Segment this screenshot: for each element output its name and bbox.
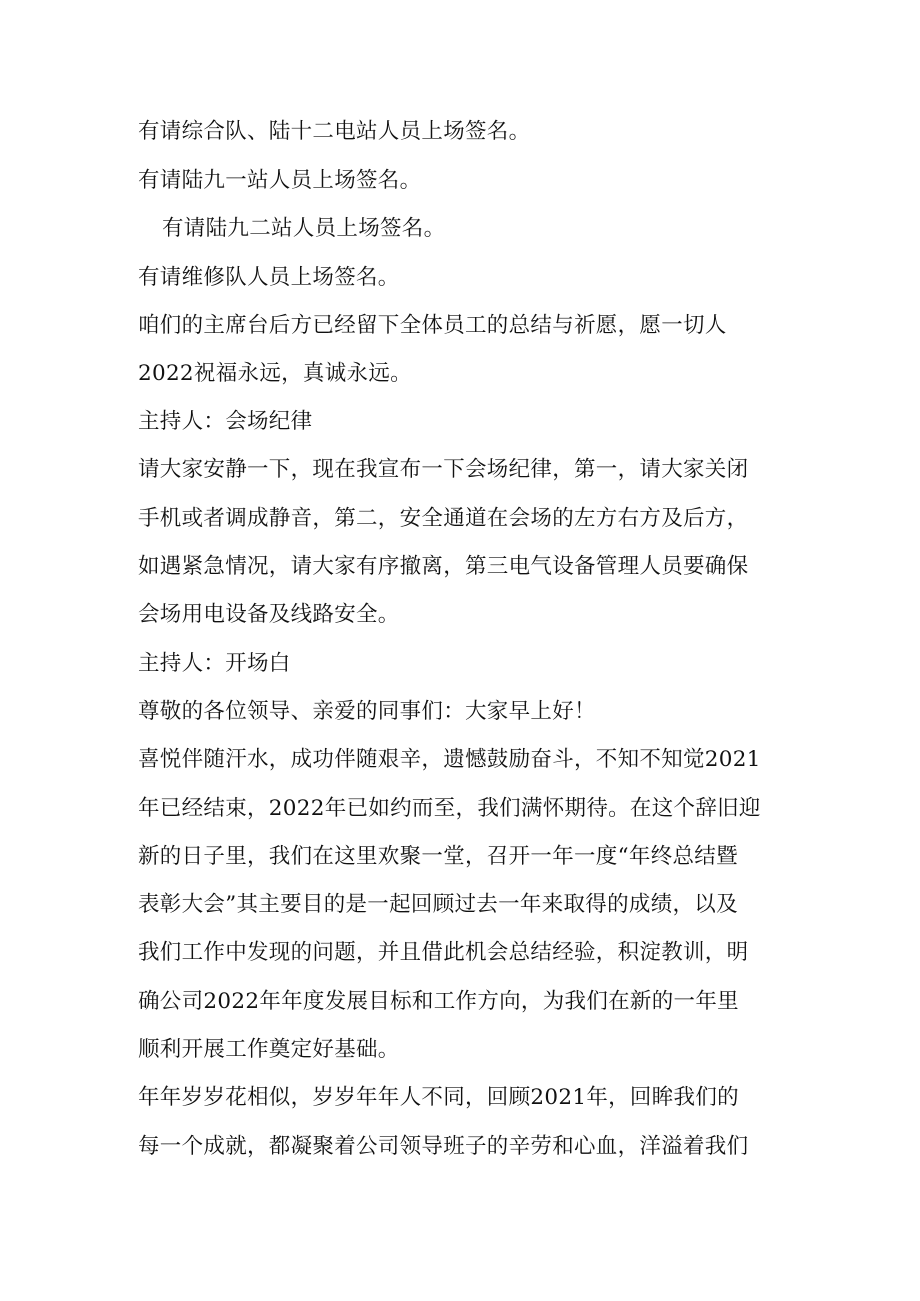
section-heading: 主持人：开场白 xyxy=(138,651,291,676)
text-line: 请大家安静一下，现在我宣布一下会场纪律，第一，请大家关闭 xyxy=(138,457,749,482)
text-line: 年已经结束，2022年已如约而至，我们满怀期待。在这个辞旧迎 xyxy=(138,796,761,821)
text-line: 表彰大会”其主要目的是一起回顾过去一年来取得的成绩，以及 xyxy=(138,892,738,917)
text-line: 年年岁岁花相似，岁岁年年人不同，回顾2021年，回眸我们的 xyxy=(138,1085,739,1110)
text-line: 咱们的主席台后方已经留下全体员工的总结与祈愿，愿一切人 xyxy=(138,313,727,338)
text-line: 喜悦伴随汗水，成功伴随艰辛，遗憾鼓励奋斗，不知不知觉2021 xyxy=(138,747,761,772)
text-line: 我们工作中发现的问题，并且借此机会总结经验，积淀教训，明 xyxy=(138,940,749,965)
text-line: 每一个成就，都凝聚着公司领导班子的辛劳和心血，洋溢着我们 xyxy=(138,1134,749,1159)
text-line: 尊敬的各位领导、亲爱的同事们：大家早上好！ xyxy=(138,699,596,724)
text-line: 有请维修队人员上场签名。 xyxy=(138,265,400,290)
text-line: 确公司2022年年度发展目标和工作方向，为我们在新的一年里 xyxy=(138,989,739,1014)
text-line: 有请陆九一站人员上场签名。 xyxy=(138,168,422,193)
text-line: 手机或者调成静音，第二，安全通道在会场的左方右方及后方， xyxy=(138,506,749,531)
text-line: 如遇紧急情况，请大家有序撤离，第三电气设备管理人员要确保 xyxy=(138,554,749,579)
text-line: 会场用电设备及线路安全。 xyxy=(138,602,400,627)
text-line: 2022祝福永远，真诚永远。 xyxy=(138,361,412,386)
text-line: 有请陆九二站人员上场签名。 xyxy=(162,216,446,241)
text-line: 有请综合队、陆十二电站人员上场签名。 xyxy=(138,119,531,144)
section-heading: 主持人：会场纪律 xyxy=(138,409,313,434)
text-line: 新的日子里，我们在这里欢聚一堂，召开一年一度“年终总结暨 xyxy=(138,844,738,869)
text-line: 顺利开展工作奠定好基础。 xyxy=(138,1037,400,1062)
